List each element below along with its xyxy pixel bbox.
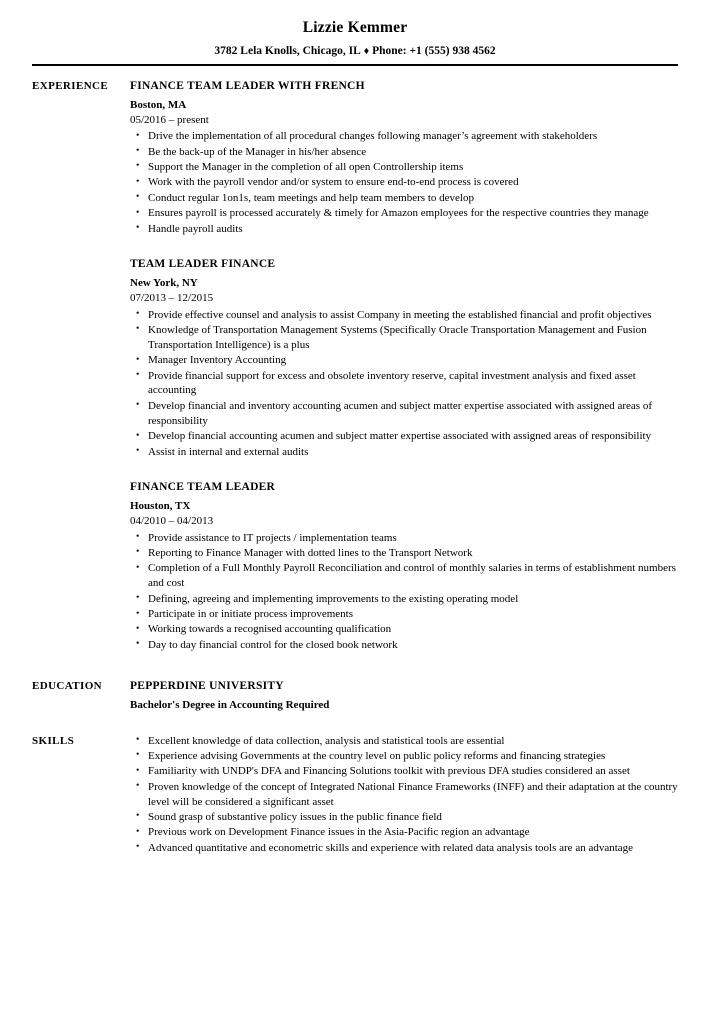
job-bullet: • Drive the implementation of all procedural changes following manager’s agreement with stakeholders (130, 129, 678, 144)
header-divider (32, 64, 678, 66)
job-bullet: • Conduct regular 1on1s, team meetings and help team members to develop (130, 191, 678, 206)
job-dates: 04/2010 – 04/2013 (130, 515, 214, 528)
job-bullet: • Day to day financial control for the closed book network (130, 638, 678, 653)
section-education (32, 679, 678, 712)
candidate-address: 3782 Lela Knolls, Chicago, IL (214, 45, 361, 58)
job-location: Boston, MA (130, 98, 187, 111)
job-bullet: • Assist in internal and external audits (130, 445, 678, 460)
section-label-experience: EXPERIENCE (32, 80, 109, 93)
job-bullet: • Reporting to Finance Manager with dotted lines to the Transport Network (130, 546, 678, 561)
job-bullet: • Working towards a recognised accounting qualification (130, 622, 678, 637)
experience-entry (130, 480, 678, 652)
skill-bullet: • Excellent knowledge of data collection, analysis and statistical tools are essential (130, 734, 678, 749)
education-entries (130, 679, 678, 712)
job-title: FINANCE TEAM LEADER WITH FRENCH (130, 80, 365, 93)
skills-bullet-list (130, 734, 678, 856)
candidate-contact-line (32, 44, 678, 59)
job-bullet: • Be the back-up of the Manager in his/her absence (130, 145, 678, 160)
job-dates: 07/2013 – 12/2015 (130, 292, 214, 305)
job-bullet: • Work with the payroll vendor and/or system to ensure end-to-end process is covered (130, 175, 678, 190)
job-bullet: • Provide assistance to IT projects / implementation teams (130, 531, 678, 546)
section-skills (32, 734, 678, 857)
resume-body (0, 79, 710, 856)
skill-bullet: • Proven knowledge of the concept of Integrated National Finance Frameworks (INFF) and their adaptation at the country level will be considered a significant asset (130, 780, 678, 810)
resume-header (0, 0, 710, 59)
job-bullet: • Provide effective counsel and analysis to assist Company in meeting the established financial and profit objectives (130, 308, 678, 323)
candidate-phone: Phone: +1 (555) 938 4562 (372, 45, 496, 58)
job-bullet: • Support the Manager in the completion of all open Controllership items (130, 160, 678, 175)
job-bullet-list (130, 129, 678, 236)
section-label-education: EDUCATION (32, 680, 103, 693)
job-bullet: • Develop financial and inventory accounting acumen and subject matter expertise associated with assigned areas of responsibility (130, 399, 678, 429)
job-bullet: • Participate in or initiate process improvements (130, 607, 678, 622)
section-experience (32, 79, 678, 653)
section-label-skills: SKILLS (32, 734, 75, 747)
job-bullet: • Provide financial support for excess and obsolete inventory reserve, capital investment analysis and fixed asset accounting (130, 369, 678, 399)
education-degree: Bachelor's Degree in Accounting Required (130, 698, 330, 711)
job-location: Houston, TX (130, 499, 191, 512)
job-dates: 05/2016 – present (130, 113, 209, 126)
diamond-separator-icon: ♦ (363, 46, 370, 58)
job-title: TEAM LEADER FINANCE (130, 258, 276, 271)
skill-bullet: • Experience advising Governments at the country level on public policy reforms and financing strategies (130, 749, 678, 764)
skill-bullet: • Previous work on Development Finance issues in the Asia-Pacific region an advantage (130, 825, 678, 840)
skill-bullet: • Familiarity with UNDP's DFA and Financing Solutions toolkit with previous DFA studies considered an asset (130, 764, 678, 779)
job-bullet: • Develop financial accounting acumen and subject matter expertise associated with assigned areas of responsibility (130, 429, 678, 444)
job-bullet: • Completion of a Full Monthly Payroll Reconciliation and control of monthly salaries in terms of establishment numbers and cost (130, 561, 678, 591)
job-bullet: • Manager Inventory Accounting (130, 353, 678, 368)
experience-entry (130, 257, 678, 459)
job-bullet: • Handle payroll audits (130, 222, 678, 237)
education-school: PEPPERDINE UNIVERSITY (130, 680, 284, 693)
job-bullet-list (130, 308, 678, 460)
skill-bullet: • Advanced quantitative and econometric skills and experience with related data analysis tools are an advantage (130, 841, 678, 856)
experience-entry (130, 79, 678, 236)
candidate-name: Lizzie Kemmer (302, 19, 408, 36)
skill-bullet: • Sound grasp of substantive policy issues in the public finance field (130, 810, 678, 825)
experience-entries (130, 79, 678, 653)
job-location: New York, NY (130, 276, 198, 289)
job-bullet: • Ensures payroll is processed accurately & timely for Amazon employees for the respective countries they manage (130, 206, 678, 221)
job-bullet: • Knowledge of Transportation Management Systems (Specifically Oracle Transportation Management and Fusion Transportation Intelligence) is a plus (130, 323, 678, 353)
skills-entries (130, 734, 678, 857)
job-bullet-list (130, 531, 678, 653)
job-title: FINANCE TEAM LEADER (130, 481, 276, 494)
job-bullet: • Defining, agreeing and implementing improvements to the existing operating model (130, 592, 678, 607)
